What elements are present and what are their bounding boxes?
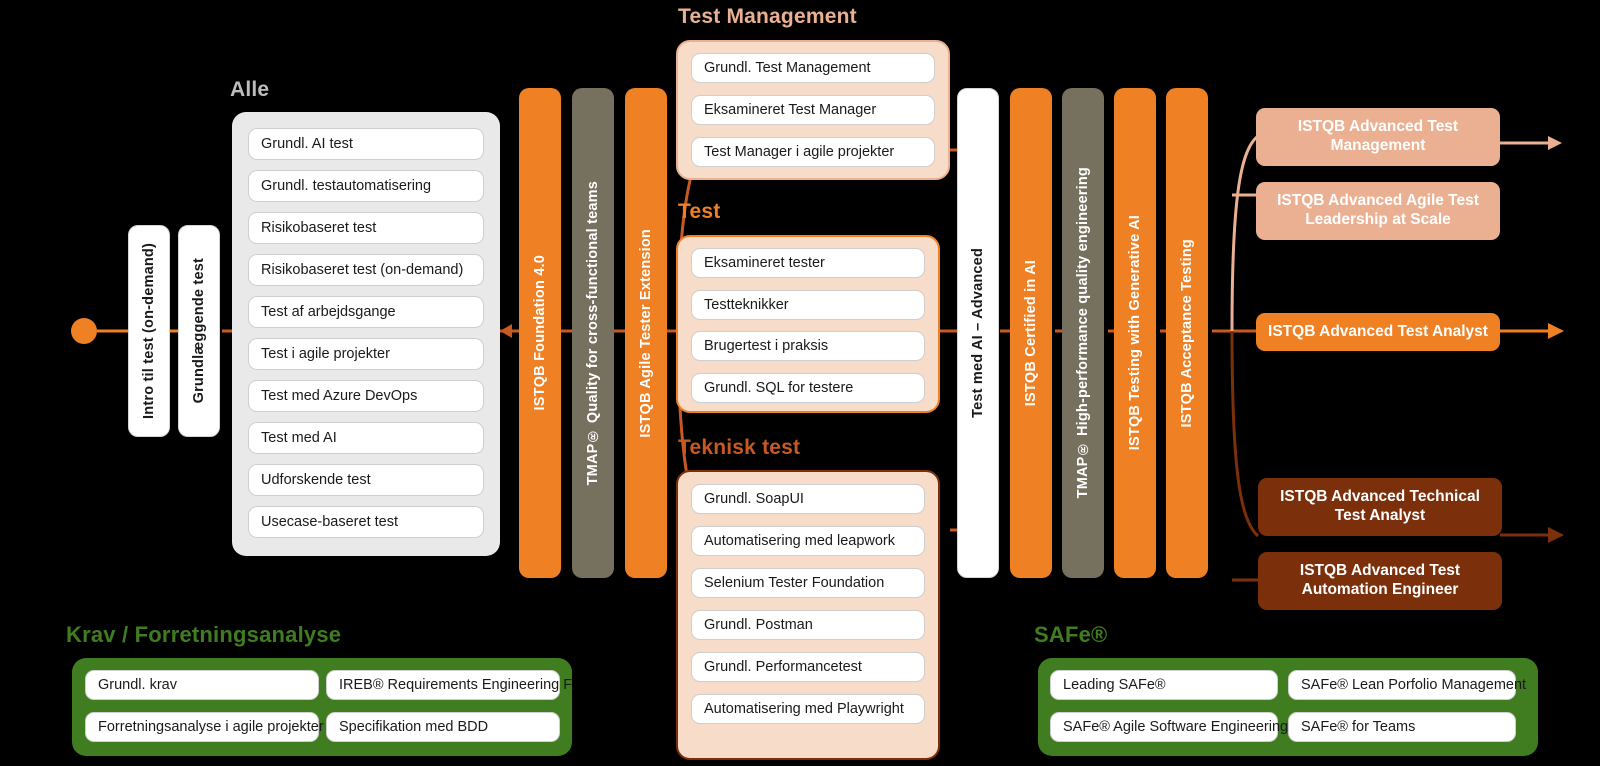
result-istqb-advanced-test-automation-engineer[interactable]: ISTQB Advanced Test Automation Engineer (1258, 552, 1502, 610)
group-title-alle: Alle (230, 78, 270, 101)
course-chip-test-0[interactable]: Eksamineret tester (691, 248, 925, 278)
pillar-istqb-certified-in-ai[interactable] (1010, 88, 1052, 578)
pillar-label: ISTQB Certified in AI (1023, 259, 1039, 407)
course-chip-alle-0[interactable]: Grundl. AI test (248, 128, 484, 160)
pillar-label: ISTQB Agile Tester Extension (638, 228, 654, 438)
pillar-istqb-agile-tester[interactable] (625, 88, 667, 578)
pillar-intro-til-test[interactable] (128, 225, 170, 437)
pillar-label: TMAP® High-performance quality engineering (1075, 167, 1091, 499)
course-chip-teknisk-4[interactable]: Grundl. Performancetest (691, 652, 925, 682)
course-chip-alle-3[interactable]: Risikobaseret test (on-demand) (248, 254, 484, 286)
course-chip-alle-2[interactable]: Risikobaseret test (248, 212, 484, 244)
course-chip-alle-9[interactable]: Usecase-baseret test (248, 506, 484, 538)
group-title-safe: SAFe® (1034, 622, 1108, 647)
group-title-test: Test (678, 200, 721, 223)
group-title-teknisk-test: Teknisk test (678, 436, 801, 459)
pillar-istqb-foundation[interactable] (519, 88, 561, 578)
course-chip-testmgmt-1[interactable]: Eksamineret Test Manager (691, 95, 935, 125)
course-chip-teknisk-3[interactable]: Grundl. Postman (691, 610, 925, 640)
course-chip-testmgmt-0[interactable]: Grundl. Test Management (691, 53, 935, 83)
pillar-grundlaeggende-test[interactable] (178, 225, 220, 437)
course-chip-test-2[interactable]: Brugertest i praksis (691, 331, 925, 361)
course-chip-test-1[interactable]: Testteknikker (691, 290, 925, 320)
course-chip-alle-4[interactable]: Test af arbejdsgange (248, 296, 484, 328)
course-chip-teknisk-0[interactable]: Grundl. SoapUI (691, 484, 925, 514)
course-chip-teknisk-5[interactable]: Automatisering med Playwright (691, 694, 925, 724)
course-chip-teknisk-1[interactable]: Automatisering med leapwork (691, 526, 925, 556)
course-chip-alle-5[interactable]: Test i agile projekter (248, 338, 484, 370)
result-istqb-advanced-test-management[interactable]: ISTQB Advanced Test Management (1256, 108, 1500, 166)
pillar-test-med-ai-advanced[interactable] (957, 88, 999, 578)
pillar-istqb-acceptance-testing[interactable] (1166, 88, 1208, 578)
result-istqb-advanced-technical-test-analyst[interactable]: ISTQB Advanced Technical Test Analyst (1258, 478, 1502, 536)
course-chip-alle-1[interactable]: Grundl. testautomatisering (248, 170, 484, 202)
course-chip-testmgmt-2[interactable]: Test Manager i agile projekter (691, 137, 935, 167)
pillar-tmap-high-performance[interactable] (1062, 88, 1104, 578)
course-chip-alle-6[interactable]: Test med Azure DevOps (248, 380, 484, 412)
course-chip-teknisk-2[interactable]: Selenium Tester Foundation (691, 568, 925, 598)
pillar-istqb-testing-generative-ai[interactable] (1114, 88, 1156, 578)
course-chip-test-3[interactable]: Grundl. SQL for testere (691, 373, 925, 403)
course-chip-alle-7[interactable]: Test med AI (248, 422, 484, 454)
pillar-label: ISTQB Acceptance Testing (1179, 238, 1195, 428)
pillar-label: ISTQB Foundation 4.0 (532, 255, 548, 411)
course-chip-krav-0[interactable]: Grundl. krav (85, 670, 319, 700)
pillar-tmap-quality[interactable] (572, 88, 614, 578)
pillar-label: Test med AI – Advanced (970, 248, 986, 418)
pillar-label: TMAP® Quality for cross-functional teams (585, 180, 601, 486)
start-node-dot (71, 318, 97, 344)
course-chip-krav-2[interactable]: Forretningsanalyse i agile projekter (85, 712, 319, 742)
group-title-krav: Krav / Forretningsanalyse (66, 622, 342, 647)
course-chip-krav-3[interactable]: Specifikation med BDD (326, 712, 560, 742)
result-istqb-advanced-test-analyst[interactable]: ISTQB Advanced Test Analyst (1256, 313, 1500, 351)
course-chip-safe-1[interactable]: SAFe® Lean Porfolio Management (1288, 670, 1516, 700)
pillar-label: Intro til test (on-demand) (141, 243, 157, 419)
result-istqb-advanced-agile-test-leadership[interactable]: ISTQB Advanced Agile Test Leadership at Scale (1256, 182, 1500, 240)
course-chip-safe-2[interactable]: SAFe® Agile Software Engineering (1050, 712, 1278, 742)
course-chip-safe-0[interactable]: Leading SAFe® (1050, 670, 1278, 700)
course-chip-alle-8[interactable]: Udforskende test (248, 464, 484, 496)
pillar-label: ISTQB Testing with Generative AI (1127, 215, 1143, 451)
pillar-label: Grundlæggende test (191, 258, 207, 404)
course-chip-krav-1[interactable]: IREB® Requirements Engineering F. (326, 670, 560, 700)
course-chip-safe-3[interactable]: SAFe® for Teams (1288, 712, 1516, 742)
group-title-test-management: Test Management (678, 5, 857, 28)
